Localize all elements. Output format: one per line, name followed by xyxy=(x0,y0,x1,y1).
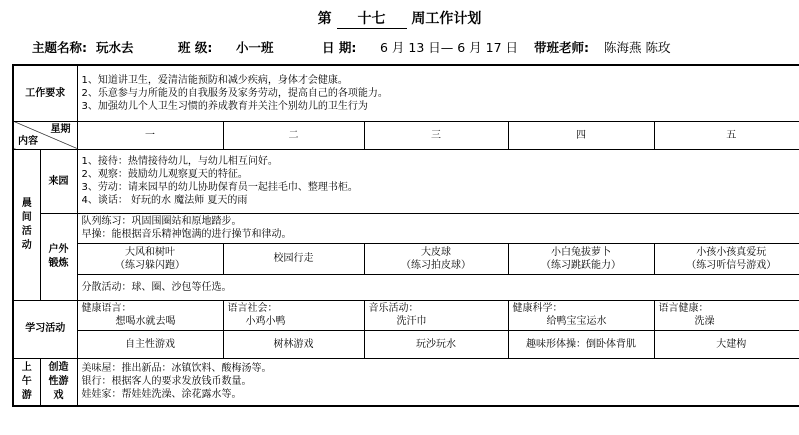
weekday-content-diagonal-cell xyxy=(13,121,77,149)
plan-header xyxy=(0,38,799,58)
lesson-cell xyxy=(77,300,223,330)
outdoor-game-note: （练习跳跃能力） xyxy=(541,259,621,271)
outdoor-game-cell xyxy=(654,243,799,274)
lesson-topic: 洗澡 xyxy=(694,316,715,327)
lesson-topic: 给鸭宝宝运水 xyxy=(546,316,607,327)
outdoor-game-note: （练习躲闪跑） xyxy=(115,259,185,271)
outdoor-game-name: 小孩小孩真爱玩 xyxy=(696,246,767,258)
lesson-cell xyxy=(223,300,364,330)
date-value: 6 月 13 日— 6 月 17 日 xyxy=(380,40,519,55)
outdoor-games-row xyxy=(13,243,799,274)
lesson-cell xyxy=(508,300,654,330)
creative-game-label: 创造性游戏 xyxy=(40,358,77,406)
class-value: 小一班 xyxy=(236,40,274,55)
day-header: 一 xyxy=(77,121,223,149)
outdoor-game-cell xyxy=(364,243,508,274)
lesson-topic: 想喝水就去喝 xyxy=(115,316,176,327)
weekday-header-row xyxy=(13,121,799,149)
title-suffix: 周工作计划 xyxy=(411,11,482,27)
creative-game-item: 美味屋：推出新品：冰镇饮料、酸梅汤等。 xyxy=(81,363,272,375)
work-requirements-row xyxy=(13,65,799,121)
date-label: 日 期: xyxy=(322,40,357,55)
morning-exercise-text: 早操：能根据音乐精神饱满的进行操节和律动。 xyxy=(81,229,292,240)
arrival-row xyxy=(13,149,799,213)
class-label: 班 级: xyxy=(178,40,213,55)
day-header: 四 xyxy=(508,121,654,149)
outdoor-game-note: （练习拍皮球） xyxy=(401,259,471,271)
lesson-subject: 语言社会： xyxy=(227,303,278,314)
forenoon-label: 上午游 xyxy=(13,358,40,406)
lesson-subject: 语言健康： xyxy=(658,303,709,314)
arrival-item: 2、观察：鼓励幼儿观察夏天的特征。 xyxy=(81,169,248,180)
content-corner-label: 内容 xyxy=(18,135,38,147)
lesson-subject: 健康科学： xyxy=(512,303,563,314)
work-requirements-content xyxy=(77,65,799,121)
team-drill-text: 队列练习：巩固围圈站和原地踏步。 xyxy=(81,216,242,227)
outdoor-drill-content xyxy=(77,213,799,243)
free-activity-text: 分散活动：球、圈、沙包等任选。 xyxy=(77,274,799,300)
lesson-cell xyxy=(364,300,508,330)
study-activity-label: 学习活动 xyxy=(13,300,77,358)
study-game-cell: 大建构 xyxy=(654,330,799,358)
arrival-item: 4、谈话： 好玩的水 魔法师 夏天的雨 xyxy=(81,195,248,206)
outdoor-game-name: 校园行走 xyxy=(273,253,314,264)
requirement-item: 2、乐意参与力所能及的自我服务及家务劳动，提高自己的各项能力。 xyxy=(81,87,388,99)
requirement-item: 1、知道讲卫生，爱清洁能预防和减少疾病，身体才会健康。 xyxy=(81,74,348,86)
study-game-cell: 自主性游戏 xyxy=(77,330,223,358)
outdoor-game-name: 大皮球 xyxy=(421,246,451,258)
outdoor-drill-row xyxy=(13,213,799,243)
outdoor-game-note: （练习听信号游戏） xyxy=(686,259,777,271)
outdoor-game-name: 大风和树叶 xyxy=(125,246,175,258)
creative-game-content xyxy=(77,358,799,406)
teacher-label: 带班老师: xyxy=(534,40,589,55)
arrival-item: 3、劳动：请来园早的幼儿协助保育员一起挂毛巾、整理书柜。 xyxy=(81,182,358,193)
day-header: 三 xyxy=(364,121,508,149)
lesson-subject: 健康语言： xyxy=(81,303,132,314)
study-game-cell: 树林游戏 xyxy=(223,330,364,358)
outdoor-game-name: 小白兔拔萝卜 xyxy=(551,246,611,258)
outdoor-game-cell xyxy=(508,243,654,274)
outdoor-game-cell xyxy=(77,243,223,274)
arrival-label: 来园 xyxy=(40,149,77,213)
outdoor-exercise-label: 户外锻炼 xyxy=(40,213,77,300)
theme-label: 主题名称: xyxy=(32,40,87,55)
lesson-cell xyxy=(654,300,799,330)
week-number: 十七 xyxy=(337,8,407,29)
study-lessons-row xyxy=(13,300,799,330)
forenoon-game-row xyxy=(13,358,799,406)
lesson-topic: 洗汗巾 xyxy=(396,316,427,327)
creative-game-item: 娃娃家：帮娃娃洗澡、涂花露水等。 xyxy=(81,389,242,401)
title-prefix: 第 xyxy=(317,11,332,27)
teacher-value: 陈海燕 陈玫 xyxy=(604,40,671,55)
study-game-cell: 趣味形体操：倒卧体背肌 xyxy=(508,330,654,358)
theme-value: 玩水去 xyxy=(96,40,134,55)
arrival-content xyxy=(77,149,799,213)
study-game-cell: 玩沙玩水 xyxy=(364,330,508,358)
arrival-item: 1、接待：热情接待幼儿，与幼儿相互问好。 xyxy=(81,156,278,167)
page-title xyxy=(0,8,799,29)
requirement-item: 3、加强幼儿个人卫生习惯的养成教育并关注个别幼儿的卫生行为 xyxy=(81,100,368,112)
lesson-subject: 音乐活动： xyxy=(368,303,419,314)
morning-activity-label: 晨间活动 xyxy=(13,149,40,300)
creative-game-item: 银行：根据客人的要求发放钱币数量。 xyxy=(81,376,252,388)
lesson-topic: 小鸡小鸭 xyxy=(245,316,286,327)
work-requirements-label: 工作要求 xyxy=(13,65,77,121)
study-games-row xyxy=(13,330,799,358)
day-header: 二 xyxy=(223,121,364,149)
day-header: 五 xyxy=(654,121,799,149)
weekly-plan-table xyxy=(12,64,799,407)
outdoor-game-cell xyxy=(223,243,364,274)
weekday-corner-label: 星期 xyxy=(50,123,71,135)
free-activity-row xyxy=(13,274,799,300)
